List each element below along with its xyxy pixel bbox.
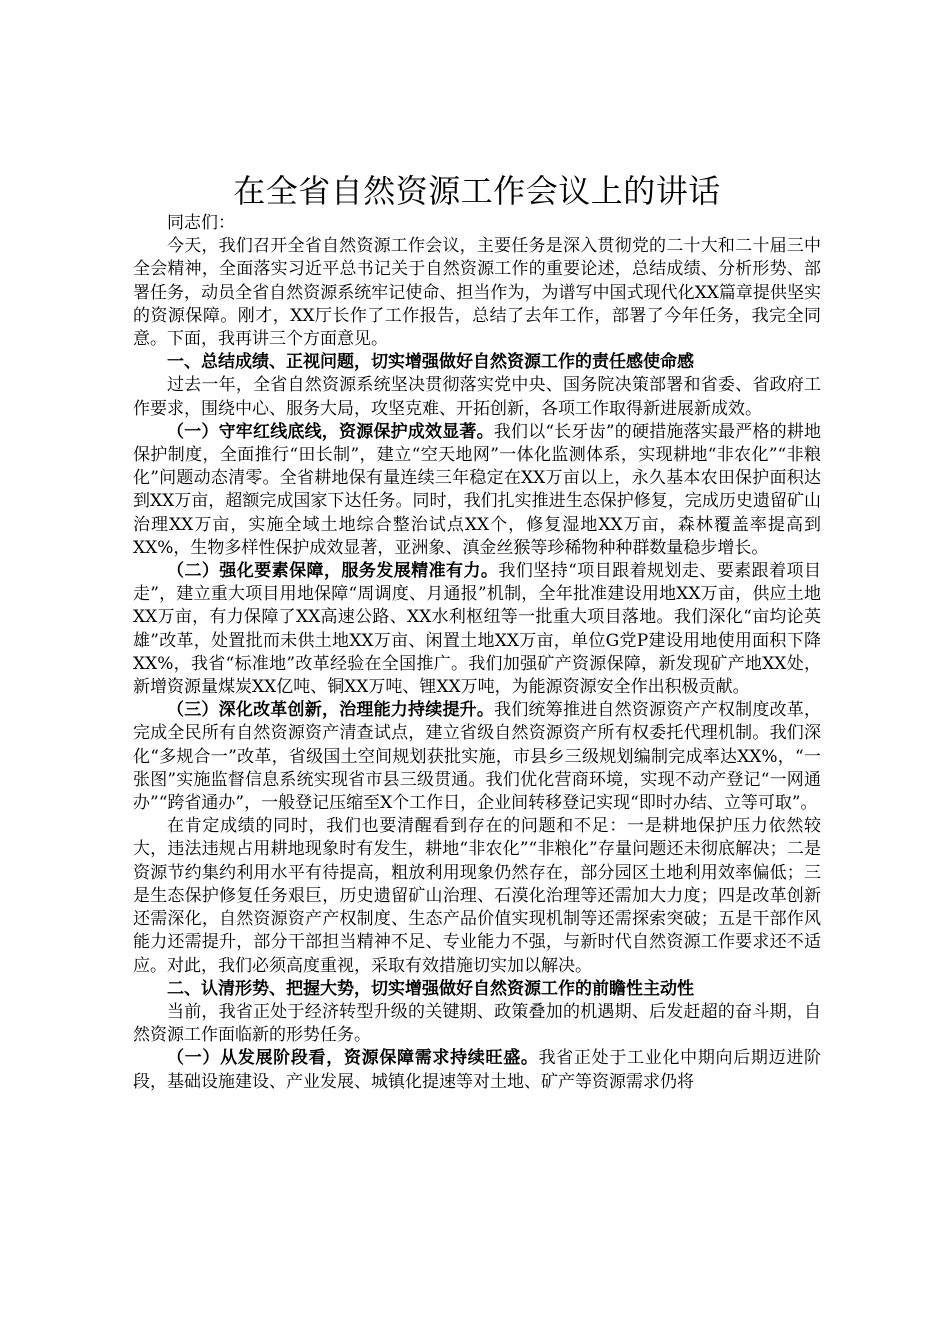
item-lead: （二）强化要素保障，服务发展精准有力。 <box>167 561 499 582</box>
section-1-intro: 过去一年，全省自然资源系统坚决贯彻落实党中央、国务院决策部署和省委、省政府工作要求，围绕中心、服务大局，攻坚克难、开拓创新，各项工作取得新进展新成效。 <box>133 375 821 419</box>
item-body: 我省正处于工业化中期向后期迈进阶段，基础设施建设、产业发展、城镇化提速等对土地、矿产等资源需求仍将 <box>133 1048 822 1092</box>
item-body: 我们统筹推进自然资源资产产权制度改革，完成全民所有自然资源资产清查试点，建立省级自然资源资产所有权委托代理机制。我们深化“多规合一”改革，省级国土空间规划获批实施，市县乡三级规划编制完成率达XX%，“一张图”实施监督信息系统实现省市县三级贯通。我们优化营商环境，实现不动产登记“一网通办”“跨省通办”，一般登记压缩至X个工作日，企业间转移登记实现“即时办结、立等可取”。 <box>133 700 822 814</box>
section-2-item-1 <box>133 1047 821 1093</box>
document-page <box>133 170 821 1094</box>
item-lead: （一）守牢红线底线，资源保护成效显著。 <box>167 421 494 442</box>
section-1-heading: 一、总结成绩、正视问题，切实增强做好自然资源工作的责任感使命感 <box>167 352 694 373</box>
section-2-heading: 二、认清形势、把握大势，切实增强做好自然资源工作的前瞻性主动性 <box>167 978 694 999</box>
problems-paragraph: 在肯定成绩的同时，我们也要清醒看到存在的问题和不足：一是耕地保护压力依然较大，违法违规占用耕地现象时有发生，耕地“非农化”“非粮化”存量问题还未彻底解决；二是资源节约集约利用水平有待提高，粗放利用现象仍然存在，部分园区土地利用效率偏低；三是生态保护修复任务艰巨，历史遗留矿山治理、石漠化治理等还需加大力度；四是改革创新还需深化，自然资源资产产权制度、生态产品价值实现机制等还需探索突破；五是干部作风能力还需提升，部分干部担当精神不足、专业能力不强，与新时代自然资源工作要求还不适应。对此，我们必须高度重视，采取有效措施切实加以解决。 <box>133 816 821 976</box>
section-1-item-3 <box>133 699 821 815</box>
section-1-item-2 <box>133 560 821 699</box>
section-2-intro: 当前，我省正处于经济转型升级的关键期、政策叠加的机遇期、后发赶超的奋斗期，自然资源工作面临新的形势任务。 <box>133 1001 821 1046</box>
item-body: 我们以“长牙齿”的硬措施落实最严格的耕地保护制度，全面推行“田长制”，建立“空天地网”一体化监测体系，实现耕地“非农化”“非粮化”问题动态清零。全省耕地保有量连续三年稳定在XX万亩以上，永久基本农田保护面积达到XX万亩，超额完成国家下达任务。同时，我们扎实推进生态保护修复，完成历史遗留矿山治理XX万亩，实施全域土地综合整治试点XX个，修复湿地XX万亩，森林覆盖率提高到XX%，生物多样性保护成效显著，亚洲象、滇金丝猴等珍稀物种种群数量稳步增长。 <box>133 421 821 558</box>
item-lead: （一）从发展阶段看，资源保障需求持续旺盛。 <box>167 1048 539 1069</box>
intro-paragraph: 今天，我们召开全省自然资源工作会议，主要任务是深入贯彻党的二十大和二十届三中全会精神，全面落实习近平总书记关于自然资源工作的重要论述，总结成绩、分析形势、部署任务，动员全省自然资源系统牢记使命、担当作为，为谱写中国式现代化XX篇章提供坚实的资源保障。刚才，XX厅长作了工作报告，总结了去年工作，部署了今年任务，我完全同意。下面，我再讲三个方面意见。 <box>133 236 821 350</box>
salutation: 同志们： <box>167 213 235 233</box>
item-lead: （三）深化改革创新，治理能力持续提升。 <box>167 700 495 721</box>
document-title: 在全省自然资源工作会议上的讲话 <box>233 172 721 210</box>
section-1-item-1 <box>133 421 821 560</box>
item-body: 我们坚持“项目跟着规划走、要素跟着项目走”，建立重大项目用地保障“周调度、月通报”机制，全年批准建设用地XX万亩，供应土地XX万亩，有力保障了XX高速公路、XX水利枢纽等一批重大项目落地。我们深化“亩均论英雄”改革，处置批而未供土地XX万亩、闲置土地XX万亩，单位G党P建设用地使用面积下降XX%，我省“标准地”改革经验在全国推广。我们加强矿产资源保障，新发现矿产地XX处，新增资源量煤炭XX亿吨、铜XX万吨、锂XX万吨，为能源资源安全作出积极贡献。 <box>133 561 821 698</box>
